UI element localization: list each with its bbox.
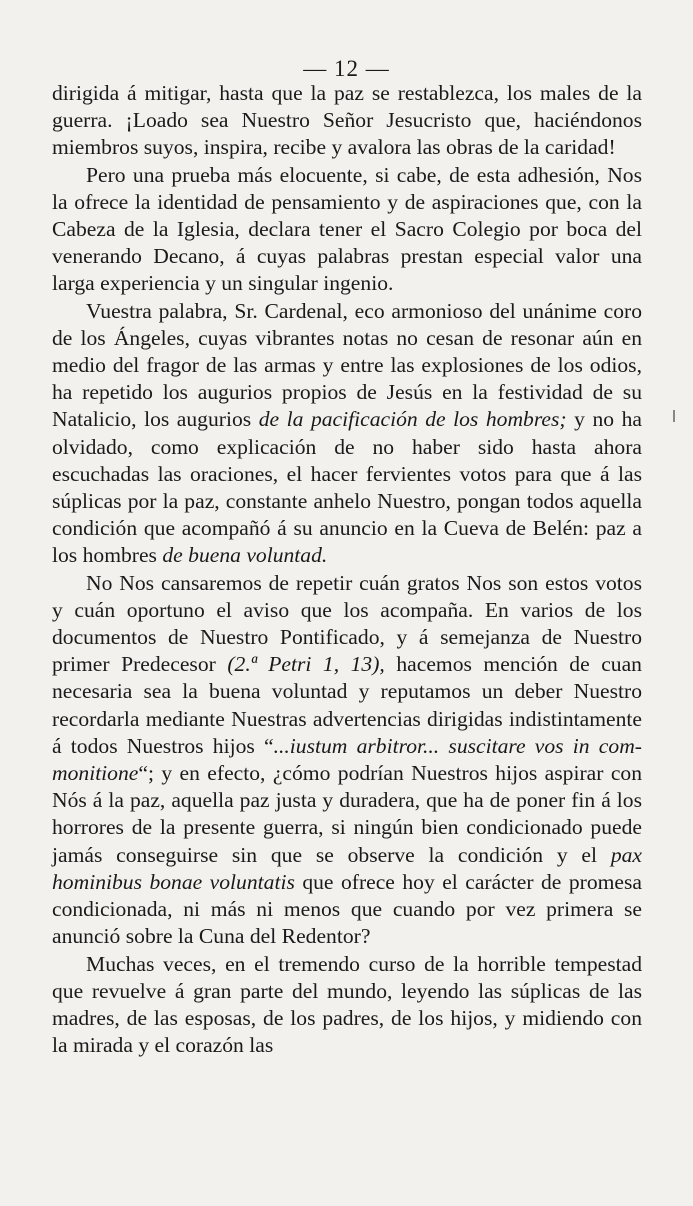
text-run: que ofrece hoy el carácter de promesa condicionada, ni más ni menos que cuando por vez primera se anunció sobre la Cuna del Redentor? (52, 869, 642, 949)
paragraph (52, 570, 642, 951)
page-edge-mark (673, 410, 675, 422)
text-run: y no ha olvidado, como explicación de no haber sido hasta ahora escuchadas las oraciones, el hacer fervientes votos para que á las súplicas por la paz, constante anhelo Nuestro, pongan todos aquella condición que acompañó á su anuncio en la Cueva de Belén: paz a los hombres (52, 407, 642, 568)
paragraph (52, 162, 642, 298)
italic-text-run: ...iustum arbitror... suscitare vos in commonitione (52, 733, 642, 786)
page-number: — 12 — (303, 56, 390, 81)
italic-text-run: pax hominibus bonae voluntatis (52, 842, 642, 894)
text-run: No Nos cansaremos de repetir cuán gratos Nos son estos votos y cuán oportuno el aviso que los acompaña. En varios de los documentos de Nuestro Pontificado, y á semejanza de Nuestro primer Predecesor (52, 570, 642, 677)
text-run: “; y en efecto, ¿cómo podrían Nuestros hijos aspirar con Nós á la paz, aquella paz justa y duradera, que ha de poner fin á los horrores de la presente guerra, si ningún bien condicionado puede jamás conseguirse sin que se observe la condición y el (52, 761, 642, 867)
italic-text-run: de la pacificación de los hombres; (258, 407, 567, 432)
italic-text-run: de buena voluntad. (162, 543, 328, 568)
text-run: hacemos mención de cuan necesaria sea la buena voluntad y reputamos un deber Nuestro recordarla mediante Nuestras advertencias dirigidas indistintamente á todos Nuestros hijos “ (52, 652, 642, 758)
body-text (52, 80, 642, 1059)
text-run: Muchas veces, en el tremendo curso de la horrible tempestad que revuelve á gran parte del mundo, leyendo las súplicas de las madres, de las esposas, de los padres, de los hijos, y midiendo con la mirada y el corazón las (52, 951, 642, 1058)
text-run: Vuestra palabra, Sr. Cardenal, eco armonioso del unánime coro de los Ángeles, cuyas vibrantes notas no cesan de resonar aún en medio del fragor de las armas y entre las explosiones de los odios, ha repetido los augurios propios de Jesús en la festividad de su Natalicio, los augurios (52, 298, 642, 432)
paragraph (52, 951, 642, 1060)
paragraph (52, 298, 642, 570)
paragraph (52, 80, 642, 162)
text-run: Pero una prueba más elocuente, si cabe, de esta adhesión, Nos la ofrece la identidad de pensamiento y de aspiraciones que, con la Cabeza de la Iglesia, declara tener el Sacro Colegio por boca del venerando Decano, á cuyas palabras prestan especial valor una larga experiencia y un singular ingenio. (52, 162, 642, 296)
text-run: dirigida á mitigar, hasta que la paz se restablezca, los males de la guerra. ¡Loado sea Nuestro Señor Jesucristo que, haciéndonos miembros suyos, inspira, recibe y avalora las obras de la caridad! (52, 81, 642, 160)
italic-text-run: (2.ª Petri 1, 13), (227, 652, 385, 677)
